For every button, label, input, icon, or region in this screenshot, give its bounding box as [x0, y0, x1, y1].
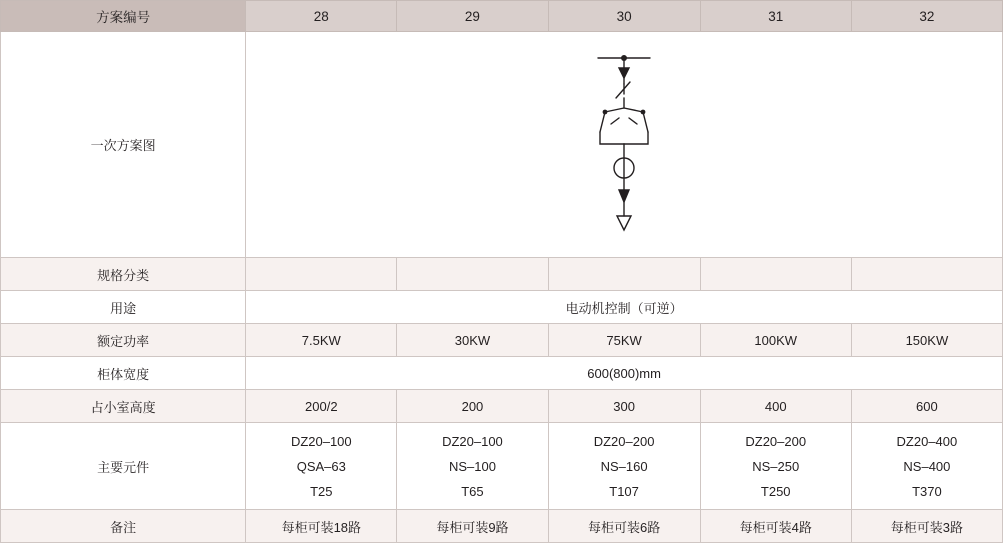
- row-label-rated-power: 额定功率: [1, 324, 246, 357]
- table-row-usage: [1, 291, 1003, 324]
- component-line: T107: [609, 483, 639, 499]
- spec-class-col-3: [548, 258, 700, 291]
- component-line: T25: [310, 483, 333, 499]
- compartment-height-col-2: 200: [397, 390, 548, 423]
- component-line: DZ20–100: [290, 433, 352, 449]
- component-line: DZ20–100: [442, 433, 503, 449]
- component-line: T65: [461, 483, 484, 499]
- spec-class-col-5: [851, 258, 1002, 291]
- spec-class-col-4: [700, 258, 851, 291]
- header-col-4: 31: [700, 1, 851, 32]
- component-line: QSA–63: [296, 458, 346, 474]
- table-row-compartment-height: [1, 390, 1003, 423]
- compartment-height-col-4: 400: [700, 390, 851, 423]
- component-line: NS–250: [752, 458, 800, 474]
- component-line: DZ20–200: [745, 433, 807, 449]
- one-line-diagram-cell: [246, 32, 1003, 258]
- spec-class-col-2: [397, 258, 548, 291]
- row-label-remark: 备注: [1, 510, 246, 543]
- table-row-spec-class: [1, 258, 1003, 291]
- component-line: T370: [912, 483, 942, 499]
- remark-col-1: 每柜可装18路: [246, 510, 397, 543]
- header-col-2: 29: [397, 1, 548, 32]
- table-header-row: [1, 1, 1003, 32]
- rated-power-col-5: 150KW: [851, 324, 1002, 357]
- component-line: T250: [760, 483, 791, 499]
- compartment-height-col-1: 200/2: [246, 390, 397, 423]
- component-line: NS–160: [600, 458, 648, 474]
- header-col-3: 30: [548, 1, 700, 32]
- row-label-diagram: 一次方案图: [1, 32, 246, 258]
- spec-class-col-1: [246, 258, 397, 291]
- cabinet-width-value: 600(800)mm: [246, 357, 1003, 390]
- main-components-col-5: [851, 423, 1002, 510]
- table-row-diagram: [1, 32, 1003, 258]
- remark-col-2: 每柜可装9路: [397, 510, 548, 543]
- remark-col-4: 每柜可装4路: [700, 510, 851, 543]
- table-row-rated-power: [1, 324, 1003, 357]
- main-components-col-3: [548, 423, 700, 510]
- remark-col-3: 每柜可装6路: [548, 510, 700, 543]
- row-label-main-components: 主要元件: [1, 423, 246, 510]
- usage-value: 电动机控制（可逆）: [246, 291, 1003, 324]
- row-label-cabinet-width: 柜体宽度: [1, 357, 246, 390]
- row-label-compartment-height: 占小室高度: [1, 390, 246, 423]
- header-col-5: 32: [851, 1, 1002, 32]
- one-line-diagram: [246, 32, 1002, 257]
- table-row-cabinet-width: [1, 357, 1003, 390]
- component-line: DZ20–400: [896, 433, 958, 449]
- rated-power-col-4: 100KW: [700, 324, 851, 357]
- rated-power-col-2: 30KW: [397, 324, 548, 357]
- row-label-spec-class: 规格分类: [1, 258, 246, 291]
- component-line: NS–100: [448, 458, 496, 474]
- header-col-1: 28: [246, 1, 397, 32]
- table-row-main-components: [1, 423, 1003, 510]
- main-components-col-2: [397, 423, 548, 510]
- rated-power-col-1: 7.5KW: [246, 324, 397, 357]
- rated-power-col-3: 75KW: [548, 324, 700, 357]
- compartment-height-col-5: 600: [851, 390, 1002, 423]
- row-label-usage: 用途: [1, 291, 246, 324]
- main-components-col-4: [700, 423, 851, 510]
- remark-col-5: 每柜可装3路: [851, 510, 1002, 543]
- component-line: DZ20–200: [593, 433, 655, 449]
- main-components-col-1: [246, 423, 397, 510]
- component-line: NS–400: [903, 458, 951, 474]
- motor-control-reversible-one-line-diagram-icon: [564, 50, 684, 240]
- table-row-remark: [1, 510, 1003, 543]
- header-label-cell: 方案编号: [1, 1, 246, 32]
- compartment-height-col-3: 300: [548, 390, 700, 423]
